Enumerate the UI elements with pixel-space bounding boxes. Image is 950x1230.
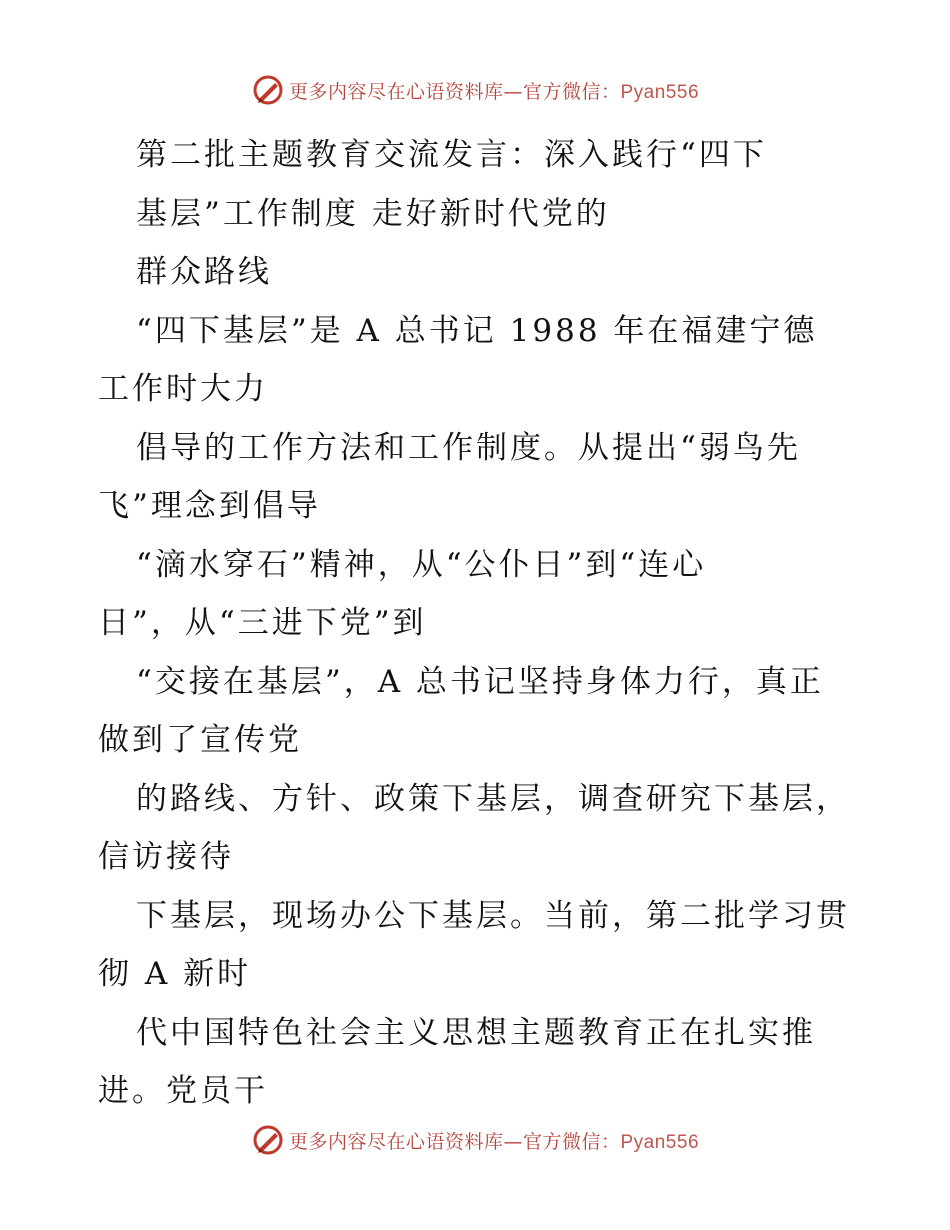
paragraph-line: 做到了宣传党 (98, 722, 302, 758)
paragraph-line: 进。党员干 (98, 1073, 268, 1109)
paragraph-line: “滴水穿石”精神，从“公仆日”到“连心 (136, 546, 707, 583)
footer-watermark-handle: Pyan556 (620, 1131, 700, 1153)
red-pen-circle-logo-icon (251, 73, 285, 107)
paragraph-line: 彻 A 新时 (98, 956, 252, 992)
footer-watermark-label: 更多内容尽在心语资料库—官方微信： (288, 1130, 621, 1153)
footer-watermark-content (251, 1123, 699, 1157)
header-watermark-text (289, 77, 699, 104)
paragraph-line: “四下基层”是 A 总书记 1988 年在福建宁德 (136, 312, 818, 349)
paragraph-line: 群众路线 (136, 254, 272, 290)
document-body (98, 126, 878, 1121)
header-watermark-handle: Pyan556 (620, 81, 700, 103)
footer-watermark-text (289, 1127, 699, 1154)
paragraph-line: 第二批主题教育交流发言：深入践行“四下 (136, 137, 767, 173)
red-pen-circle-logo-icon (251, 1123, 285, 1157)
footer-watermark-banner (0, 1120, 950, 1160)
paragraph-line: 的路线、方针、政策下基层，调查研究下基层， (136, 780, 850, 817)
header-watermark-banner (0, 70, 950, 110)
paragraph-line: 信访接待 (98, 839, 234, 875)
paragraph-line: 日”，从“三进下党”到 (98, 605, 427, 641)
paragraph-line: “交接在基层”，A 总书记坚持身体力行，真正 (136, 663, 824, 700)
header-watermark-label: 更多内容尽在心语资料库—官方微信： (288, 80, 621, 103)
paragraph-line: 飞”理念到倡导 (98, 488, 321, 524)
paragraph-line: 代中国特色社会主义思想主题教育正在扎实推 (136, 1014, 816, 1051)
header-watermark-content (251, 73, 699, 107)
paragraph-line: 下基层，现场办公下基层。当前，第二批学习贯 (136, 897, 850, 934)
paragraph-line: 倡导的工作方法和工作制度。从提出“弱鸟先 (136, 429, 801, 466)
paragraph-line: 工作时大力 (98, 371, 268, 407)
paragraph-line: 基层”工作制度 走好新时代党的 (136, 195, 610, 232)
